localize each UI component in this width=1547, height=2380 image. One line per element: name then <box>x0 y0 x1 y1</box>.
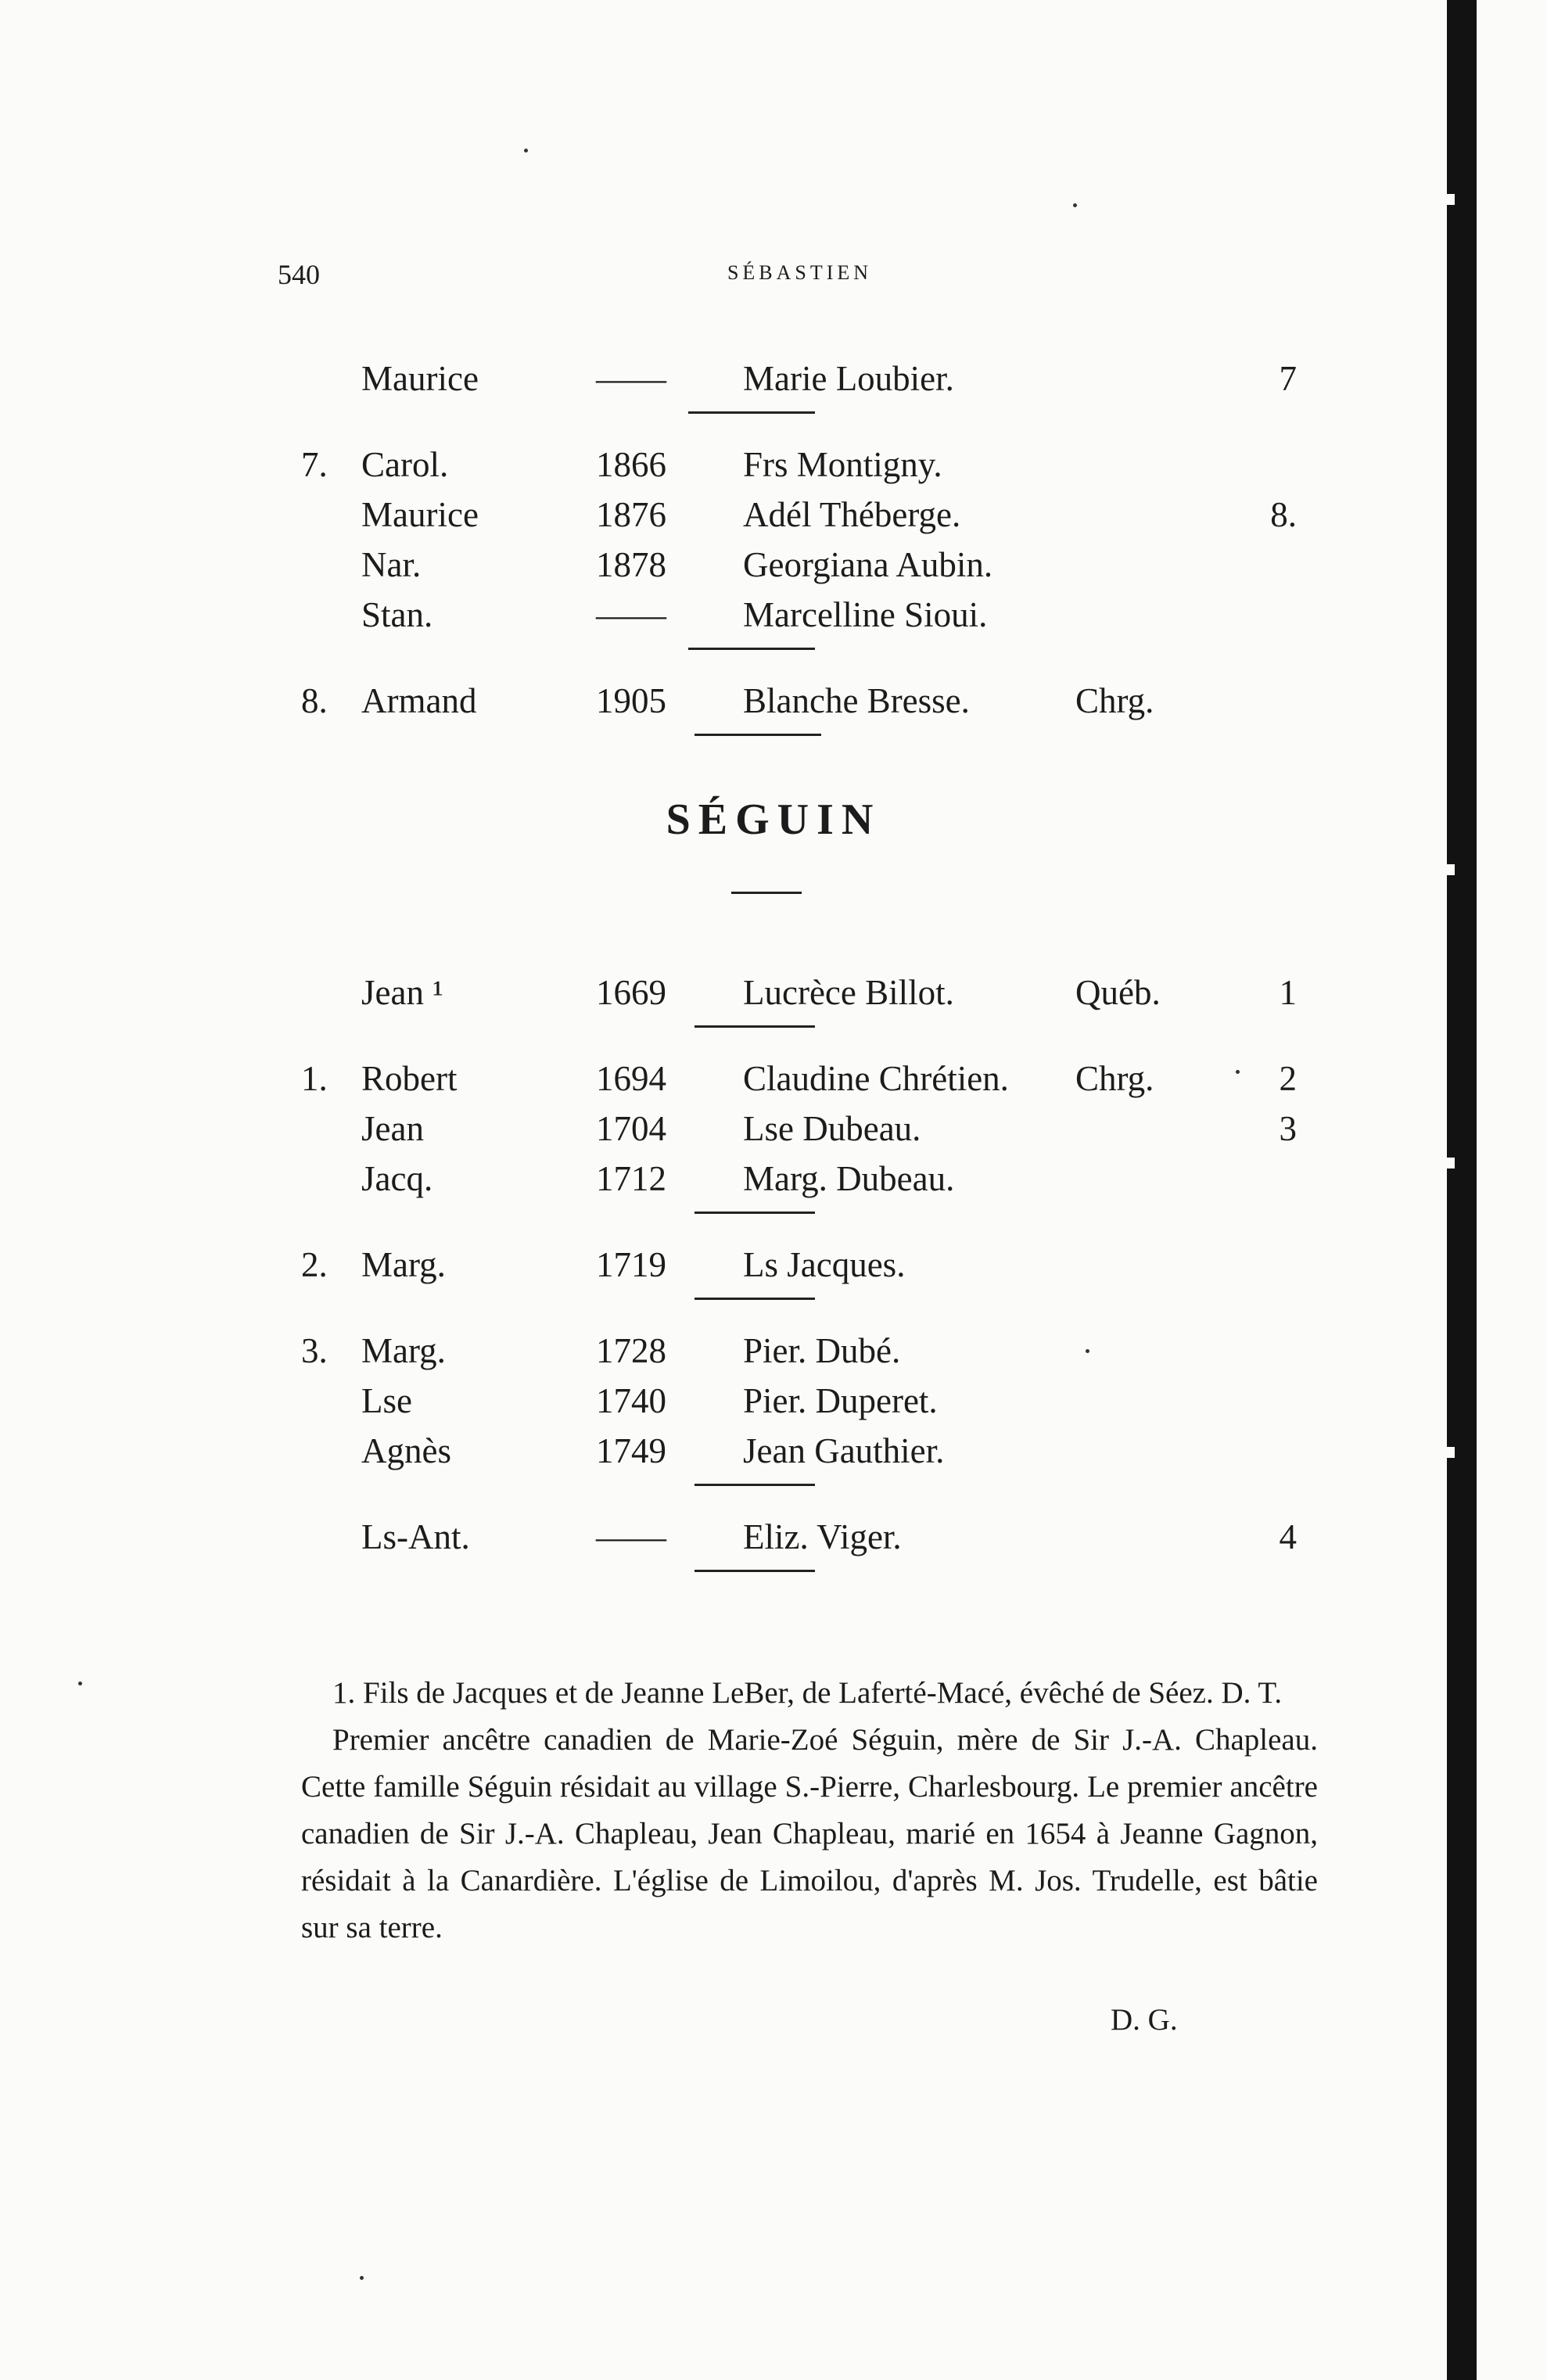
group-divider <box>695 1025 815 1028</box>
entry-spouse: Frs Montigny. <box>743 445 942 484</box>
group-divider <box>695 1570 815 1572</box>
entry-place: Chrg. <box>1075 1059 1154 1098</box>
entry-spouse: Georgiana Aubin. <box>743 545 993 584</box>
entry-name: Armand <box>361 681 477 720</box>
group-divider <box>688 411 815 414</box>
entry-name: Agnès <box>361 1431 451 1470</box>
genealogy-row <box>0 966 1547 1018</box>
entry-year: 1749 <box>596 1431 666 1470</box>
entry-name: Jean ¹ <box>361 973 443 1012</box>
entry-ref: 8. <box>301 681 328 720</box>
entry-year: 1728 <box>596 1331 666 1370</box>
entry-spouse: Lucrèce Billot. <box>743 973 954 1012</box>
entry-spouse: Marcelline Sioui. <box>743 595 988 634</box>
genealogy-row <box>0 1238 1547 1290</box>
entry-child-ref: 3 <box>1279 1109 1297 1148</box>
entry-name: Marg. <box>361 1245 446 1284</box>
entry-year: 1719 <box>596 1245 666 1284</box>
entry-spouse: Pier. Duperet. <box>743 1381 938 1420</box>
edge-nick <box>1445 1447 1455 1458</box>
genealogy-row <box>0 352 1547 404</box>
genealogy-row <box>0 538 1547 590</box>
entry-name: Marg. <box>361 1331 446 1370</box>
entry-spouse: Blanche Bresse. <box>743 681 970 720</box>
entry-child-ref: 7 <box>1279 359 1297 398</box>
genealogy-row <box>0 1102 1547 1154</box>
genealogy-row <box>0 1374 1547 1426</box>
page-number: 540 <box>278 259 320 290</box>
entry-name: Nar. <box>361 545 422 584</box>
entry-ref: 7. <box>301 445 328 484</box>
genealogy-row <box>0 588 1547 640</box>
entry-year: 1740 <box>596 1381 666 1420</box>
speck <box>78 1682 82 1685</box>
group-divider <box>688 648 815 650</box>
running-head: SÉBASTIEN <box>727 261 873 284</box>
entry-spouse: Jean Gauthier. <box>743 1431 945 1470</box>
speck <box>1073 203 1077 207</box>
entry-child-ref: 8. <box>1270 495 1297 534</box>
edge-nick <box>1445 1158 1455 1168</box>
entry-year: —— <box>596 1517 666 1556</box>
genealogy-row <box>0 488 1547 540</box>
entry-name: Robert <box>361 1059 458 1098</box>
entry-spouse: Adél Théberge. <box>743 495 961 534</box>
entry-year: 1876 <box>596 495 666 534</box>
entry-ref: 3. <box>301 1331 328 1370</box>
entry-place: Chrg. <box>1075 681 1154 720</box>
entry-spouse: Marg. Dubeau. <box>743 1159 955 1198</box>
entry-year: 1712 <box>596 1159 666 1198</box>
group-divider <box>695 1212 815 1214</box>
entry-year: 1694 <box>596 1059 666 1098</box>
entry-child-ref: 1 <box>1279 973 1297 1012</box>
footnote-paragraph: 1. Fils de Jacques et de Jeanne LeBer, de Laferté-Macé, évêché de Séez. D. T. <box>332 1676 1283 1710</box>
speck <box>1236 1070 1240 1074</box>
entry-spouse: Claudine Chrétien. <box>743 1059 1009 1098</box>
entry-name: Ls-Ant. <box>361 1517 470 1556</box>
entry-name: Lse <box>361 1381 412 1420</box>
entry-place: Québ. <box>1075 973 1161 1012</box>
entry-spouse: Ls Jacques. <box>743 1245 906 1284</box>
genealogy-row <box>0 1152 1547 1204</box>
footnote-signature: D. G. <box>1111 2003 1178 2037</box>
entry-year: 1669 <box>596 973 666 1012</box>
genealogy-row <box>0 674 1547 726</box>
entry-name: Maurice <box>361 359 479 398</box>
entry-child-ref: 2 <box>1279 1059 1297 1098</box>
entry-year: —— <box>596 595 666 634</box>
genealogy-row <box>0 1324 1547 1376</box>
speck <box>1086 1349 1089 1353</box>
group-divider <box>695 1298 815 1300</box>
entry-spouse: Pier. Dubé. <box>743 1331 901 1370</box>
entry-child-ref: 4 <box>1279 1517 1297 1556</box>
section-divider <box>731 892 802 894</box>
entry-name: Jean <box>361 1109 424 1148</box>
entry-year: 1704 <box>596 1109 666 1148</box>
entry-year: 1878 <box>596 545 666 584</box>
group-divider <box>695 734 821 736</box>
footnote <box>301 1670 1318 1951</box>
entry-spouse: Marie Loubier. <box>743 359 954 398</box>
speck <box>360 2276 364 2280</box>
genealogy-row <box>0 438 1547 490</box>
entry-name: Maurice <box>361 495 479 534</box>
genealogy-row <box>0 1052 1547 1104</box>
footnote-paragraph: Premier ancêtre canadien de Marie-Zoé Séguin, mère de Sir J.-A. Chapleau. Cette famille Séguin résidait au village S.-Pierre, Charlesbourg. Le premier ancêtre canadien de Sir J.-A. Chapleau, Jean Chapleau, marié en 1654 à Jeanne Gagnon, résidait à la Canardière. L'église de Limoilou, d'après M. Jos. Trudelle, est bâtie sur sa terre. <box>301 1723 1318 1944</box>
page-header <box>278 258 1322 297</box>
entry-name: Carol. <box>361 445 449 484</box>
entry-year: —— <box>596 359 666 398</box>
edge-nick <box>1445 194 1455 205</box>
entry-spouse: Eliz. Viger. <box>743 1517 902 1556</box>
edge-nick <box>1445 864 1455 875</box>
genealogy-row <box>0 1510 1547 1562</box>
entry-name: Stan. <box>361 595 433 634</box>
entry-name: Jacq. <box>361 1159 433 1198</box>
entry-year: 1905 <box>596 681 666 720</box>
speck <box>524 149 528 153</box>
section-title: SÉGUIN <box>666 795 881 844</box>
group-divider <box>695 1484 815 1486</box>
genealogy-row <box>0 1424 1547 1476</box>
entry-year: 1866 <box>596 445 666 484</box>
entry-ref: 2. <box>301 1245 328 1284</box>
entry-ref: 1. <box>301 1059 328 1098</box>
entry-spouse: Lse Dubeau. <box>743 1109 921 1148</box>
